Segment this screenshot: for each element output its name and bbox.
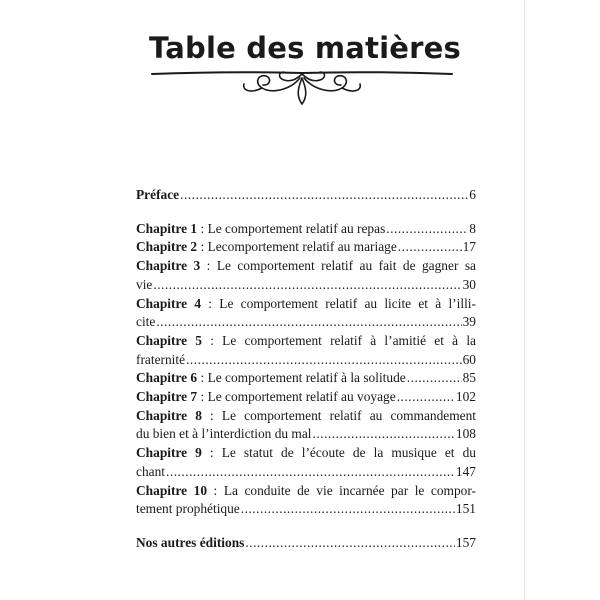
toc-entry-other-editions[interactable] — [136, 534, 476, 553]
toc-page-number: 30 — [462, 276, 476, 292]
toc-chapter-title-cont: cite — [136, 314, 156, 330]
toc-chapter-title-cont: du bien et à l’interdiction du mal — [136, 426, 312, 442]
page-title: Table des matières — [149, 31, 461, 65]
toc-chapter-label: Chapitre 2 — [136, 239, 198, 255]
toc-chapter-title-cont: vie — [136, 276, 153, 292]
toc-chapter-label: Chapitre 1 — [136, 220, 198, 236]
toc-separator: : — [197, 239, 208, 255]
toc-chapter-label: Chapitre 10 — [136, 482, 208, 498]
leader-dots — [407, 369, 462, 388]
toc-chapter-title: Le comportement relatif au licite et à l’illi- — [219, 295, 476, 311]
toc-page-number: 17 — [462, 239, 476, 255]
toc-chapter-title: Le comportement relatif à l’amitié et à la — [222, 332, 476, 348]
toc-entry-chapter-2[interactable] — [136, 238, 476, 257]
leader-dots — [156, 313, 461, 332]
toc-entry-chapter-5[interactable] — [136, 332, 476, 369]
toc-separator: : — [201, 407, 222, 423]
toc-separator: : — [197, 220, 208, 236]
toc-chapter-title: Lecomportement relatif au mariage — [207, 239, 397, 255]
toc-entry-chapter-3[interactable] — [136, 257, 476, 294]
toc-separator: : — [201, 295, 220, 311]
toc-separator: : — [197, 370, 208, 386]
leader-dots — [386, 220, 468, 239]
toc-separator: : — [202, 332, 223, 348]
toc-page-number: 108 — [455, 426, 476, 442]
toc-entry-chapter-6[interactable] — [136, 369, 476, 388]
toc-page-number: 85 — [462, 370, 476, 386]
leader-dots — [153, 276, 461, 295]
toc-separator: : — [201, 445, 222, 461]
toc-chapter-label: Chapitre 8 — [136, 407, 202, 423]
toc-page-number: 102 — [455, 389, 476, 405]
table-of-contents — [136, 186, 476, 553]
toc-chapter-label: Chapitre 6 — [136, 370, 198, 386]
toc-chapter-label: Chapitre 3 — [136, 258, 201, 274]
leader-dots — [313, 425, 455, 444]
toc-entry-chapter-8[interactable] — [136, 407, 476, 444]
toc-page-number: 60 — [462, 351, 476, 367]
page-edge — [524, 0, 525, 600]
toc-entry-chapter-1[interactable] — [136, 220, 476, 239]
toc-chapter-title-cont: fraternité — [136, 351, 186, 367]
toc-chapter-title: Le comportement relatif au fait de gagner sa — [216, 258, 476, 274]
toc-chapter-label: Chapitre 9 — [136, 445, 202, 461]
leader-dots — [398, 238, 462, 257]
toc-separator: : — [197, 389, 208, 405]
toc-chapter-title: Le comportement relatif au repas — [207, 220, 386, 236]
toc-separator: : — [200, 258, 217, 274]
leader-dots — [245, 534, 455, 553]
toc-page-number: 8 — [469, 220, 476, 236]
leader-dots — [397, 388, 455, 407]
toc-page-number: 157 — [455, 534, 476, 550]
toc-entry-label: Nos autres éditions — [136, 534, 245, 550]
toc-entry-chapter-9[interactable] — [136, 444, 476, 481]
toc-page-number: 39 — [462, 314, 476, 330]
toc-entry-chapter-4[interactable] — [136, 295, 476, 332]
toc-entry-chapter-7[interactable] — [136, 388, 476, 407]
toc-page-number: 147 — [455, 463, 476, 479]
toc-chapter-title-cont: tement prophétique — [136, 501, 240, 517]
toc-chapter-label: Chapitre 7 — [136, 389, 198, 405]
toc-chapter-title: Le statut de l’écoute de la musique et du — [221, 445, 476, 461]
toc-chapter-label: Chapitre 5 — [136, 332, 202, 348]
toc-page-number: 6 — [469, 187, 476, 202]
toc-chapter-title: Le comportement relatif à la solitude — [207, 370, 406, 386]
toc-chapter-title: Le comportement relatif au voyage — [207, 389, 396, 405]
toc-chapter-title: La conduite de vie incarnée par le compor- — [223, 482, 476, 498]
toc-entry-label: Préface — [136, 187, 180, 202]
leader-dots — [166, 463, 455, 482]
toc-chapter-title: Le comportement relatif au commandement — [221, 407, 477, 423]
toc-entry-preface[interactable] — [136, 186, 476, 205]
leader-dots — [180, 186, 468, 205]
decorative-flourish-icon — [150, 64, 454, 112]
leader-dots — [241, 500, 455, 519]
leader-dots — [186, 351, 462, 370]
toc-page-number: 151 — [455, 501, 476, 517]
toc-chapter-title-cont: chant — [136, 463, 165, 479]
toc-entry-chapter-10[interactable] — [136, 482, 476, 519]
toc-chapter-label: Chapitre 4 — [136, 295, 202, 311]
toc-separator: : — [207, 482, 224, 498]
